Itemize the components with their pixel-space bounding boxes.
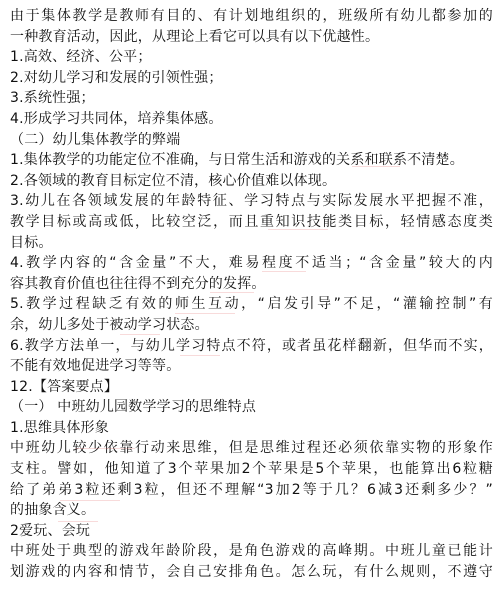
list-item: 2爱玩、会玩: [10, 522, 91, 539]
list-item: 6.教学方法单一，与幼儿学习特点不符，或者虽花样翻新，但华而不实，: [10, 337, 493, 354]
text-line: 中班处于典型的游戏年龄阶段，是角色游戏的高峰期。中班儿童已能计: [10, 543, 493, 560]
section-heading: （二）幼儿集体教学的弊端: [10, 131, 181, 148]
text-line: 教学目标或高或低，比较空泛，而且重知识技能类目标，轻情感态度类: [10, 213, 493, 230]
text-line: 中班幼儿较少依靠行动来思维，但是思维过程还必须依靠实物的形象作: [10, 440, 493, 457]
text-line: 容其教育价值也往往得不到充分的发挥。: [10, 275, 266, 292]
text-line: 支柱。譬如，他知道了3个苹果加2个苹果是5个苹果，也能算出6粒糖: [10, 461, 493, 478]
list-item: 4.形成学习共同体，培养集体感。: [10, 110, 223, 127]
text-line: 划游戏的内容和情节，会自己安排角色。怎么玩，有什么规则，不遵守: [10, 564, 493, 581]
list-item: 5.教学过程缺乏有效的师生互动，“启发引导”不足，“灌输控制”有: [10, 296, 493, 313]
text-line: 余，幼儿多处于被动学习状态。: [10, 316, 209, 333]
list-item: 1.集体教学的功能定位不准确，与日常生活和游戏的关系和联系不清楚。: [10, 152, 464, 169]
list-item: 2.各领域的教育目标定位不清，核心价值难以体现。: [10, 172, 337, 189]
list-item: 3.幼儿在各领域发展的年龄特征、学习特点与实际发展水平把握不准，: [10, 193, 493, 210]
list-item: 1.高效、经济、公平；: [10, 49, 152, 66]
section-heading: （一） 中班幼儿园数学学习的思维特点: [10, 399, 257, 416]
list-item: 1.思维具体形象: [10, 419, 109, 436]
text-line: 一种教育活动，因此，从理论上看它可以具有以下优越性。: [10, 28, 380, 45]
list-item: 3.系统性强；: [10, 90, 95, 107]
text-line: 由于集体教学是教师有目的、有计划地组织的，班级所有幼儿都参加的: [10, 8, 493, 24]
text-line: 给了弟弟3粒还剩3粒，但还不理解“3加2等于几？6减3还剩多少？”: [10, 481, 493, 498]
text-line: 目标。: [10, 234, 53, 251]
text-line: 不能有效地促进学习等等。: [10, 358, 181, 375]
text-line: 的抽象含义。: [10, 502, 96, 519]
list-item: 4.教学内容的“含金量”不大，难易程度不适当；“含金量”较大的内: [10, 255, 493, 272]
answer-heading: 12.【答案要点】: [10, 378, 119, 395]
list-item: 2.对幼儿学习和发展的引领性强；: [10, 69, 223, 86]
